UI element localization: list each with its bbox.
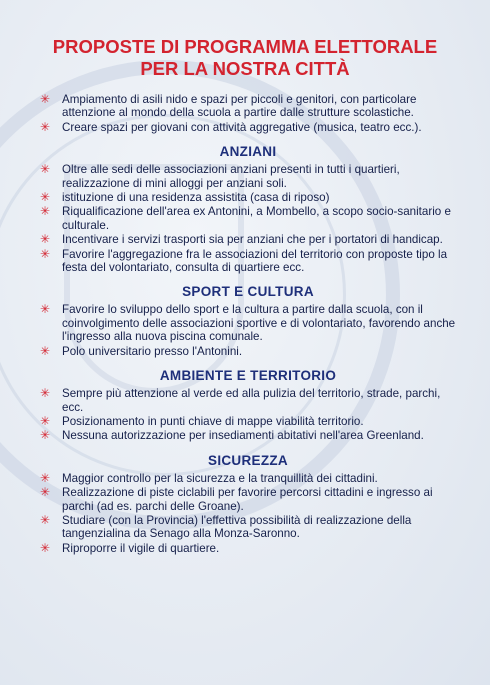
proposal-text: Riproporre il vigile di quartiere. xyxy=(62,541,220,555)
asterisk-bullet-icon: ✳ xyxy=(40,119,51,134)
program-section xyxy=(38,368,458,443)
proposal-list xyxy=(38,303,458,358)
asterisk-bullet-icon: ✳ xyxy=(40,470,51,485)
section-heading: AMBIENTE E TERRITORIO xyxy=(159,368,337,384)
proposal-text: Polo universitario presso l'Antonini. xyxy=(62,344,243,358)
proposal-text: Oltre alle sedi delle associazioni anziani presenti in tutti i quartieri, realizzazione di mini alloggi per anziani soli. xyxy=(62,163,400,190)
asterisk-bullet-icon: ✳ xyxy=(40,485,51,500)
proposal-list xyxy=(38,387,458,443)
proposal-text: Maggior controllo per la sicurezza e la tranquillità dei cittadini. xyxy=(62,471,378,485)
proposal-item xyxy=(38,163,458,190)
proposal-text: Favorire l'aggregazione fra le associazioni del territorio con proposte tipo la festa del volontariato, consulta di quartiere ecc. xyxy=(62,247,448,275)
program-section xyxy=(38,93,458,134)
proposal-item xyxy=(38,191,458,204)
proposal-item xyxy=(38,121,458,134)
proposal-list xyxy=(38,93,458,134)
proposal-item xyxy=(38,542,458,555)
proposal-item xyxy=(38,415,458,428)
page-title xyxy=(0,36,490,80)
proposal-text: Favorire lo sviluppo dello sport e la cultura a partire dalla scuola, con il coinvolgimento delle associazioni sportive e di volontariato, favorendo anche l'ingresso alla nuova piscina comunale. xyxy=(62,303,456,344)
proposal-item xyxy=(38,93,458,120)
proposal-list xyxy=(38,472,458,555)
proposal-item xyxy=(38,429,458,442)
asterisk-bullet-icon: ✳ xyxy=(40,343,51,358)
asterisk-bullet-icon: ✳ xyxy=(40,302,51,317)
proposal-list xyxy=(38,163,458,274)
program-section xyxy=(38,144,458,274)
proposal-text: istituzione di una residenza assistita (casa di riposo) xyxy=(62,191,330,205)
asterisk-bullet-icon: ✳ xyxy=(40,386,51,401)
asterisk-bullet-icon: ✳ xyxy=(40,428,51,443)
proposal-text: Posizionamento in punti chiave di mappe viabilità territorio. xyxy=(62,414,364,428)
proposal-item xyxy=(38,205,458,232)
proposal-item xyxy=(38,514,458,541)
asterisk-bullet-icon: ✳ xyxy=(40,246,51,261)
page-title-line-1: PROPOSTE DI PROGRAMMA ELETTORALE xyxy=(52,36,438,57)
proposal-text: Nessuna autorizzazione per insediamenti abitativi nell'area Greenland. xyxy=(62,429,424,443)
proposal-item xyxy=(38,345,458,358)
proposal-item xyxy=(38,248,458,275)
proposal-text: Ampiamento di asili nido e spazi per piccoli e genitori, con particolare attenzione al mondo della scuola a partire dalle strutture scolastiche. xyxy=(62,93,417,120)
proposal-item xyxy=(38,486,458,513)
asterisk-bullet-icon: ✳ xyxy=(40,413,51,428)
proposal-item xyxy=(38,233,458,246)
asterisk-bullet-icon: ✳ xyxy=(40,540,51,555)
asterisk-bullet-icon: ✳ xyxy=(40,190,51,205)
proposal-item xyxy=(38,303,458,343)
page-title-line-2: PER LA NOSTRA CITTÀ xyxy=(140,58,350,79)
proposal-text: Creare spazi per giovani con attività aggregative (musica, teatro ecc.). xyxy=(62,120,422,134)
proposal-text: Realizzazione di piste ciclabili per favorire percorsi cittadini e ingresso ai parchi (ad es. parchi delle Groane). xyxy=(62,486,433,513)
asterisk-bullet-icon: ✳ xyxy=(40,204,51,219)
proposal-text: Sempre più attenzione al verde ed alla pulizia del territorio, strade, parchi, ecc. xyxy=(62,387,441,414)
asterisk-bullet-icon: ✳ xyxy=(40,232,51,247)
section-heading: SPORT E CULTURA xyxy=(182,284,314,300)
proposal-item xyxy=(38,387,458,414)
asterisk-bullet-icon: ✳ xyxy=(40,512,51,527)
section-heading: ANZIANI xyxy=(219,144,277,160)
proposal-text: Incentivare i servizi trasporti sia per anziani che per i portatori di handicap. xyxy=(62,233,443,247)
proposal-text: Riqualificazione dell'area ex Antonini, a Mombello, a scopo socio-sanitario e culturale. xyxy=(62,205,451,232)
program-section xyxy=(38,284,458,358)
program-content xyxy=(38,93,458,556)
section-heading: SICUREZZA xyxy=(208,452,288,468)
proposal-text: Studiare (con la Provincia) l'effettiva possibilità di realizzazione della tangenzialina da Senago alla Monza-Saronno. xyxy=(62,513,412,541)
asterisk-bullet-icon: ✳ xyxy=(40,162,51,177)
program-section xyxy=(38,453,458,555)
proposal-item xyxy=(38,472,458,485)
asterisk-bullet-icon: ✳ xyxy=(40,92,51,106)
